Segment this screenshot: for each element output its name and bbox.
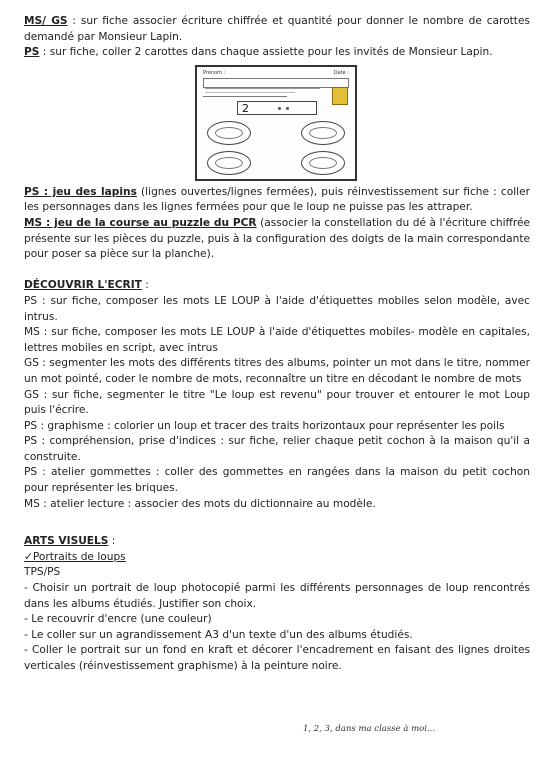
worksheet-text-line	[205, 92, 295, 93]
list-item: - Le recouvrir d'encre (une couleur)	[24, 613, 212, 626]
keyword-jeu-lapins: PS : jeu des lapins	[24, 185, 137, 198]
plate-image	[301, 151, 345, 175]
list-item: MS : sur fiche, composer les mots LE LOUP à l'aide d'étiquettes mobiles- modèle en capitales, lettres mobiles en script, avec intrus	[24, 326, 530, 354]
section-heading-arts	[24, 534, 530, 550]
heading-suffix: :	[108, 535, 116, 548]
heading-arts: ARTS VISUELS	[24, 535, 109, 548]
level-label: TPS/PS	[24, 566, 61, 579]
list-item: PS : graphisme : colorier un loup et tracer des traits horizontaux pour représenter les poils	[24, 419, 505, 432]
worksheet-thumbnail	[195, 65, 357, 181]
heading-decouvrir: DÉCOUVRIR L'ECRIT	[24, 279, 142, 292]
paragraph-ps-carottes	[24, 45, 530, 61]
worksheet-illustration	[332, 87, 348, 105]
heading-suffix: :	[141, 279, 149, 292]
worksheet-name-label: Prénom :	[203, 69, 226, 76]
document-page	[24, 14, 530, 675]
worksheet-number-box	[237, 101, 317, 115]
worksheet-instruction-line	[203, 96, 287, 97]
keyword-ms-gs: MS/ GS	[24, 15, 68, 27]
text-ms-gs: : sur fiche associer écriture chiffrée et quantité pour donner le nombre de carottes demandé par Monsieur Lapin.	[24, 15, 530, 43]
dice-dot	[286, 107, 289, 110]
list-item: GS : segmenter les mots des différents titres des albums, pointer un mot dans le titre, nommer un mot pointé, coder le nombre de mots, reconnaître un titre en décodant le nombre de mots	[24, 357, 530, 385]
paragraph-jeu-puzzle	[24, 216, 530, 263]
text-ps-carottes: : sur fiche, coller 2 carottes dans chaque assiette pour les invités de Monsieur Lapin.	[39, 46, 493, 59]
list-item: PS : sur fiche, composer les mots LE LOUP à l'aide d'étiquettes mobiles selon modèle, avec intrus.	[24, 294, 530, 323]
list-item: - Choisir un portrait de loup photocopié parmi les différents personnages de loup rencontrés dans les albums étudiés. Justifier son choix.	[24, 582, 530, 610]
list-item: MS : atelier lecture : associer des mots du dictionnaire au modèle.	[24, 497, 376, 510]
keyword-ps: PS	[24, 46, 40, 59]
worksheet-date-label: Date :	[333, 69, 349, 76]
list-item: GS : sur fiche, segmenter le titre "Le loup est revenu" pour trouver et entourer le mot Loup puis l'écrire.	[24, 388, 530, 417]
dice-dot	[278, 107, 281, 110]
plate-image	[207, 121, 251, 145]
worksheet-number: 2	[242, 101, 249, 115]
plate-image	[207, 151, 251, 175]
list-item: PS : atelier gommettes : coller des gommettes en rangées dans la maison du petit cochon pour représenter les briques.	[24, 466, 530, 495]
section-heading-decouvrir	[24, 278, 530, 294]
footer-signature: 1, 2, 3, dans ma classe à moi...	[303, 724, 436, 734]
paragraph-jeu-lapins	[24, 185, 530, 216]
spacer	[24, 512, 530, 534]
paragraph-ms-gs	[24, 14, 530, 45]
list-item: - Coller le portrait sur un fond en kraft et décorer l'encadrement en faisant des lignes droites verticales (réinvestissement graphisme) à la peinture noire.	[24, 644, 530, 672]
spacer	[24, 263, 530, 279]
text-jeu-lapins: (lignes ouvertes/lignes fermées), puis réinvestissement sur fiche : coller les personnages dans les lignes fermées pour que le loup ne puisse pas les attraper.	[24, 185, 530, 214]
worksheet-title-banner	[203, 78, 349, 88]
worksheet-text-line	[205, 88, 320, 89]
text-jeu-puzzle: (associer la constellation du dé à l'écriture chiffrée présente sur les pièces du puzzle, puis à la configuration des doigts de la main correspondante pour poser sa pièce sur la planche).	[24, 216, 530, 261]
list-item: PS : compréhension, prise d'indices : sur fiche, relier chaque petit cochon à la maison qu'il a construite.	[24, 435, 530, 463]
keyword-jeu-puzzle: MS : jeu de la course au puzzle du PCR	[24, 216, 257, 229]
plate-image	[301, 121, 345, 145]
list-item: - Le coller sur un agrandissement A3 d'un texte d'un des albums étudiés.	[24, 628, 413, 641]
worksheet-header	[203, 70, 349, 76]
subheading-portraits: ✓Portraits de loups	[24, 550, 126, 563]
